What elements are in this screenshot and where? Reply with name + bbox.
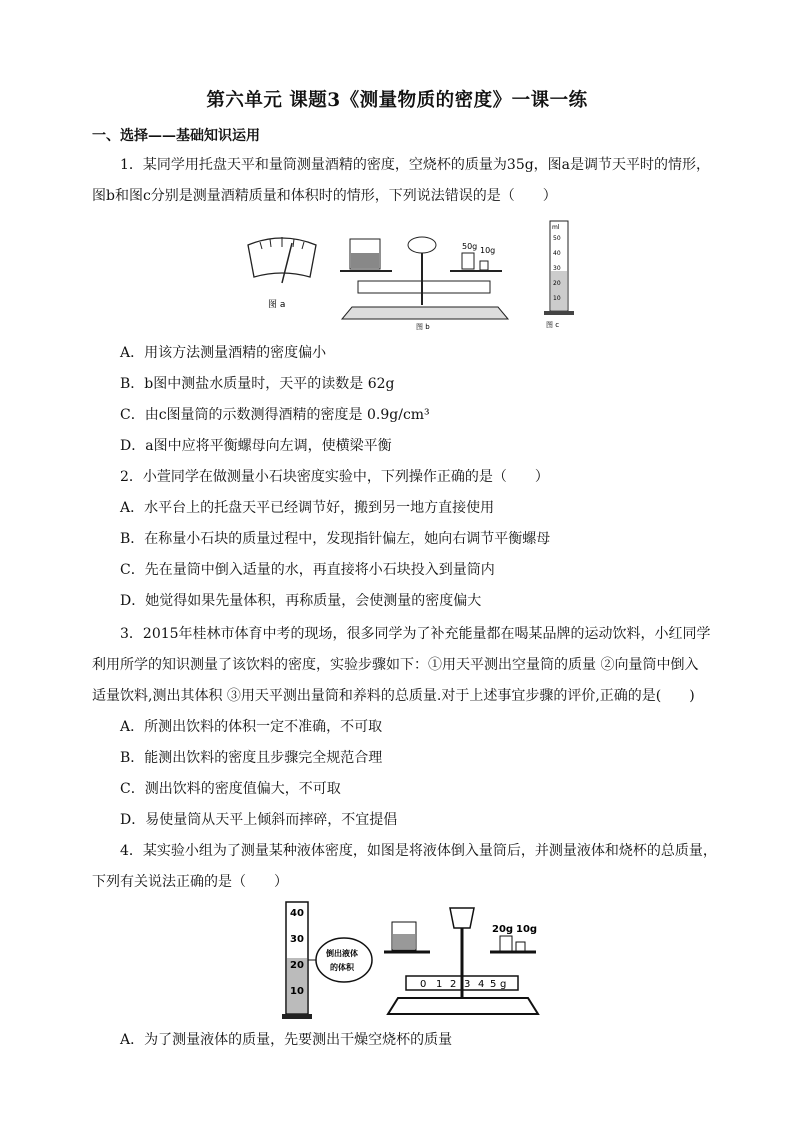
q4-tick-20: 20	[290, 960, 304, 971]
q2-option-a: A．水平台上的托盘天平已经调节好，搬到另一地方直接使用	[120, 500, 495, 516]
q4-tick-30: 30	[290, 934, 304, 945]
q3-option-d: D．易使量筒从天平上倾斜而摔碎，不宜提倡	[120, 812, 398, 828]
fig-c-tick-50: 50	[553, 235, 561, 242]
fig-c-unit: ml	[552, 224, 560, 231]
page-title: 第六单元 课题3《测量物质的密度》一课一练	[206, 90, 588, 111]
fig-b-balance	[340, 237, 508, 331]
q4-scale-unit: g	[500, 979, 507, 990]
q4-figure	[280, 898, 550, 1022]
q4-scale-5: 5	[490, 979, 497, 990]
fig-c-tick-40: 40	[553, 250, 561, 257]
q4-scale-0: 0	[420, 979, 427, 990]
q3-option-c: C．测出饮料的密度值偏大，不可取	[120, 781, 341, 797]
fig-b-label: 图 b	[416, 323, 430, 331]
q4-cylinder	[282, 902, 312, 1019]
q2-option-d: D．她觉得如果先量体积，再称质量，会使测量的密度偏大	[120, 593, 482, 609]
q4-bubble-line2: 的体积	[330, 963, 354, 972]
fig-c-tick-30: 30	[553, 265, 561, 272]
fig-a-label: 图 a	[268, 300, 286, 310]
q4-weight-10g: 10g	[516, 924, 538, 935]
fig-a-scale	[248, 237, 316, 310]
q1-stem-line2: 图b和图c分别是测量酒精质量和体积时的情形，下列说法错误的是（ ）	[92, 188, 557, 204]
q3-stem-line1: 3．2015年桂林市体育中考的现场，很多同学为了补充能量都在喝某品牌的运动饮料，小红同学	[120, 626, 711, 642]
q2-option-c: C．先在量筒中倒入适量的水，再直接将小石块投入到量筒内	[120, 562, 495, 578]
fig-c-tick-10: 10	[553, 295, 561, 302]
q3-stem-line2: 利用所学的知识测量了该饮料的密度，实验步骤如下：①用天平测出空量筒的质量 ②向量筒中倒入	[92, 657, 699, 673]
q4-weight-20g: 20g	[492, 924, 514, 935]
q4-stem-line1: 4．某实验小组为了测量某种液体密度，如图是将液体倒入量筒后，并测量液体和烧杯的总质量，	[120, 843, 717, 859]
fig-c-label: 图 c	[546, 321, 560, 329]
q4-scale-2: 2	[450, 979, 457, 990]
q4-bubble	[308, 938, 372, 982]
fig-c-cylinder	[544, 221, 574, 329]
q4-tick-40: 40	[290, 908, 304, 919]
q2-stem: 2．小萱同学在做测量小石块密度实验中，下列操作正确的是（ ）	[120, 469, 549, 485]
q4-stem-line2: 下列有关说法正确的是（ ）	[92, 874, 288, 890]
q1-option-a: A．用该方法测量酒精的密度偏小	[120, 345, 327, 361]
q4-tick-10: 10	[290, 986, 304, 997]
q4-bubble-line1: 倒出液体	[326, 949, 358, 958]
q1-stem-line1: 1．某同学用托盘天平和量筒测量酒精的密度，空烧杯的质量为35g，图a是调节天平时的情形，	[120, 157, 711, 173]
q4-scale-3: 3	[464, 979, 471, 990]
fig-b-weight-50g: 50g	[462, 242, 478, 251]
fig-b-weight-10g: 10g	[480, 246, 496, 255]
q4-balance	[384, 908, 538, 1014]
q2-option-b: B．在称量小石块的质量过程中，发现指针偏左，她向右调节平衡螺母	[120, 531, 551, 547]
q1-option-c: C．由c图量筒的示数测得酒精的密度是 0.9g/cm³	[120, 407, 430, 423]
q1-figure	[240, 215, 580, 335]
q3-option-a: A．所测出饮料的体积一定不准确，不可取	[120, 719, 383, 735]
fig-c-tick-20: 20	[553, 280, 561, 287]
q3-option-b: B．能测出饮料的密度且步骤完全规范合理	[120, 750, 383, 766]
q1-option-d: D．a图中应将平衡螺母向左调，使横梁平衡	[120, 438, 392, 454]
section-heading: 一、选择——基础知识运用	[92, 128, 260, 144]
q4-option-a: A．为了测量液体的质量，先要测出干燥空烧杯的质量	[120, 1032, 453, 1048]
q4-scale-1: 1	[436, 979, 443, 990]
q4-scale-4: 4	[478, 979, 485, 990]
q1-option-b: B．b图中测盐水质量时，天平的读数是 62g	[120, 376, 395, 392]
q3-stem-line3: 适量饮料,测出其体积 ③用天平测出量筒和养料的总质量.对于上述事宜步骤的评价,正确的是( )	[92, 688, 695, 704]
